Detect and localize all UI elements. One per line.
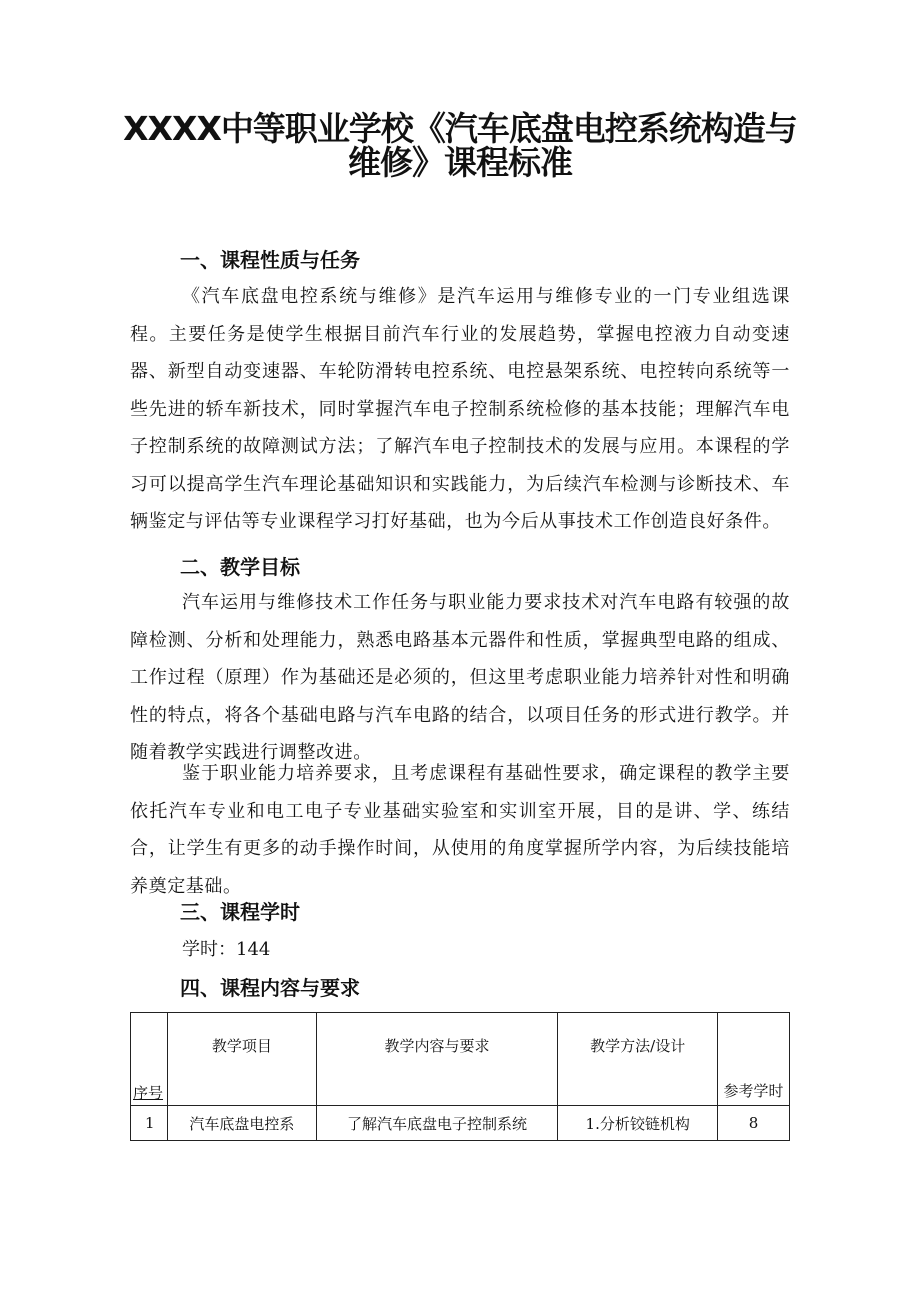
document-title: XXXX中等职业学校《汽车底盘电控系统构造与维修》课程标准 [123,109,797,182]
cell-project: 汽车底盘电控系 [167,1106,316,1141]
header-project: 教学项目 [167,1013,316,1106]
paragraph-goal-1: 汽车运用与维修技术工作任务与职业能力要求技术对汽车电路有较强的故障检测、分析和处理能力，熟悉电路基本元器件和性质，掌握典型电路的组成、工作过程（原理）作为基础还是必须的，但这里考虑职业能力培养针对性和明确性的特点，将各个基础电路与汽车电路的结合，以项目任务的形式进行教学。并随着教学实践进行调整改进。 [130,592,790,763]
paragraph-course-nature: 《汽车底盘电控系统与维修》是汽车运用与维修专业的一门专业组选课程。主要任务是使学生根据目前汽车行业的发展趋势，掌握电控液力自动变速器、新型自动变速器、车轮防滑转电控系统、电控悬架系统、电控转向系统等一些先进的轿车新技术，同时掌握汽车电子控制系统检修的基本技能；理解汽车电子控制系统的故障测试方法；了解汽车电子控制技术的发展与应用。本课程的学习可以提高学生汽车理论基础知识和实践能力，为后续汽车检测与诊断技术、车辆鉴定与评估等专业课程学习打好基础，也为今后从事技术工作创造良好条件。 [130,286,790,532]
table-header-row [131,1013,790,1106]
course-hours: 学时：144 [182,939,271,960]
header-content: 教学内容与要求 [316,1013,558,1106]
cell-hours: 8 [718,1106,790,1141]
cell-content: 了解汽车底盘电子控制系统 [316,1106,558,1141]
cell-method: 1.分析铰链机构 [558,1106,718,1141]
section-heading-3: 三、课程学时 [180,900,300,924]
header-seq: 序号 [131,1013,168,1106]
table-row [131,1106,790,1141]
cell-seq: 1 [131,1106,168,1141]
section-heading-4: 四、课程内容与要求 [180,976,360,1000]
header-method: 教学方法/设计 [558,1013,718,1106]
header-hours: 参考学时 [718,1013,790,1106]
section-heading-2: 二、教学目标 [180,555,300,579]
course-content-table [130,1012,790,1141]
paragraph-goal-2: 鉴于职业能力培养要求，且考虑课程有基础性要求，确定课程的教学主要依托汽车专业和电工电子专业基础实验室和实训室开展，目的是讲、学、练结合，让学生有更多的动手操作时间，从使用的角度掌握所学内容，为后续技能培养奠定基础。 [130,763,790,897]
section-heading-1: 一、课程性质与任务 [180,248,360,272]
